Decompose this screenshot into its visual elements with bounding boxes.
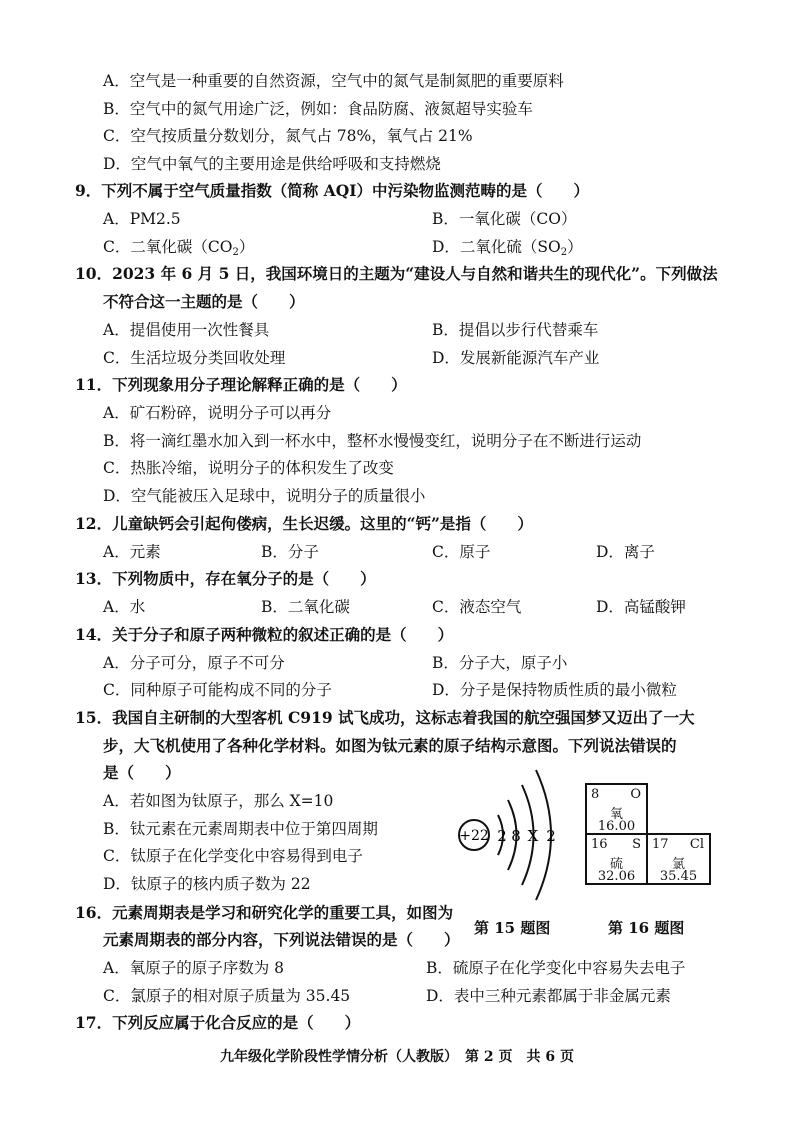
q13-option-a: A．水: [103, 598, 146, 616]
q16-stem-line2: 元素周期表的部分内容，下列说法错误的是（ ）: [103, 930, 460, 949]
element-mass: 16.00: [597, 819, 636, 834]
q11-option-d: D．空气能被压入足球中，说明分子的质量很小: [103, 487, 426, 505]
q12-option-b: B．分子: [261, 543, 319, 561]
q10-stem-line2: 不符合这一主题的是（ ）: [103, 292, 305, 311]
q12-option-c: C．原子: [432, 543, 491, 561]
element-cell-oxygen: [585, 783, 648, 835]
q16-option-b: B．硫原子在化学变化中容易失去电子: [426, 959, 686, 977]
q16-option-c: C．氯原子的相对原子质量为 35.45: [103, 987, 351, 1005]
page-footer: 九年级化学阶段性学情分析（人教版） 第 2 页 共 6 页: [220, 1049, 574, 1065]
q8-option-d: D．空气中氧气的主要用途是供给呼吸和支持燃烧: [103, 155, 441, 173]
figure-15-caption: 第 15 题图: [474, 919, 551, 937]
q9-stem: 9．下列不属于空气质量指数（简称 AQI）中污染物监测范畴的是（ ）: [75, 181, 589, 200]
q13-option-b: B．二氧化碳: [261, 598, 350, 616]
q10-stem-line1: 10．2023 年 6 月 5 日，我国环境日的主题为“建设人与自然和谐共生的现代化”。下列做法: [75, 264, 718, 283]
q15-option-a: A．若如图为钛原子，那么 X=10: [103, 792, 334, 810]
q10-option-b: B．提倡以步行代替乘车: [432, 321, 599, 339]
q11-option-a: A．矿石粉碎，说明分子可以再分: [103, 404, 332, 422]
element-name: 硫: [609, 857, 623, 872]
q10-option-c: C．生活垃圾分类回收处理: [103, 349, 286, 367]
q16-option-d: D．表中三种元素都属于非金属元素: [426, 987, 671, 1005]
element-mass: 35.45: [659, 869, 698, 884]
q15-option-b: B．钛元素在元素周期表中位于第四周期: [103, 820, 378, 838]
atom-shell-3-electrons: X: [527, 827, 539, 845]
q14-option-d: D．分子是保持物质性质的最小微粒: [432, 681, 677, 699]
element-number: 16: [591, 837, 608, 852]
q14-option-a: A．分子可分，原子不可分: [103, 654, 285, 672]
element-cell-chlorine: [646, 833, 711, 885]
figure-16-caption: 第 16 题图: [608, 919, 685, 937]
periodic-table-fragment: [585, 783, 711, 885]
element-number: 17: [652, 837, 669, 852]
atom-nucleus-charge: +22: [459, 828, 489, 844]
q16-stem-line1: 16．元素周期表是学习和研究化学的重要工具，如图为: [75, 903, 454, 922]
q15-stem-line1: 15．我国自主研制的大型客机 C919 试飞成功，这标志着我国的航空强国梦又迈出了一大: [75, 708, 695, 727]
q15-stem-line2: 步，大飞机使用了各种化学材料。如图为钛元素的原子结构示意图。下列说法错误的: [103, 736, 677, 755]
element-cell-sulfur: [585, 833, 648, 885]
element-symbol: Cl: [689, 837, 704, 852]
element-mass: 32.06: [597, 869, 636, 884]
atom-shell-4-electrons: 2: [546, 827, 556, 845]
element-symbol: O: [630, 787, 641, 802]
q14-option-b: B．分子大，原子小: [432, 654, 568, 672]
q11-option-c: C．热胀冷缩，说明分子的体积发生了改变: [103, 459, 394, 477]
atom-shell-2-electrons: 8: [511, 827, 521, 845]
q11-stem: 11．下列现象用分子理论解释正确的是（ ）: [75, 375, 407, 394]
q8-option-c: C．空气按质量分数划分，氮气占 78%，氧气占 21%: [103, 127, 473, 145]
q9-option-d: D．二氧化硫$(SO_2)$: [432, 238, 583, 258]
q12-option-a: A．元素: [103, 543, 161, 561]
q10-option-d: D．发展新能源汽车产业: [432, 349, 600, 367]
q17-stem: 17．下列反应属于化合反应的是（ ）: [75, 1013, 361, 1032]
q12-stem: 12．儿童缺钙会引起佝偻病，生长迟缓。这里的“钙”是指（ ）: [75, 514, 533, 533]
element-number: 8: [591, 787, 600, 802]
q9-option-c: C．二氧化碳$(CO_2)$: [103, 238, 255, 258]
q9-option-a: A．PM2.5: [103, 210, 181, 228]
q12-option-d: D．离子: [596, 543, 655, 561]
q11-option-b: B．将一滴红墨水加入到一杯水中，整杯水慢慢变红，说明分子在不断进行运动: [103, 432, 642, 450]
q8-option-b: B．空气中的氮气用途广泛，例如：食品防腐、液氮超导实验车: [103, 100, 533, 118]
q10-option-a: A．提倡使用一次性餐具: [103, 321, 270, 339]
q15-option-d: D．钛原子的核内质子数为 22: [103, 875, 311, 893]
q14-option-c: C．同种原子可能构成不同的分子: [103, 681, 332, 699]
q15-stem-line3: 是（ ）: [103, 763, 181, 782]
q13-option-c: C．液态空气: [432, 598, 522, 616]
q9-option-b: B．一氧化碳（CO）: [432, 210, 577, 228]
element-symbol: S: [632, 837, 641, 852]
q13-stem: 13．下列物质中，存在氧分子的是（ ）: [75, 569, 376, 588]
element-name: 氯: [671, 857, 685, 872]
q8-option-a: A．空气是一种重要的自然资源，空气中的氮气是制氮肥的重要原料: [103, 72, 564, 90]
element-name: 氧: [609, 807, 623, 822]
q16-option-a: A．氧原子的原子序数为 8: [103, 959, 284, 977]
atom-shell-1-electrons: 2: [497, 827, 507, 845]
titanium-atom-structure-diagram: [450, 765, 580, 905]
q13-option-d: D．高锰酸钾: [596, 598, 686, 616]
q15-option-c: C．钛原子在化学变化中容易得到电子: [103, 847, 363, 865]
q14-stem: 14．关于分子和原子两种微粒的叙述正确的是（ ）: [75, 625, 454, 644]
